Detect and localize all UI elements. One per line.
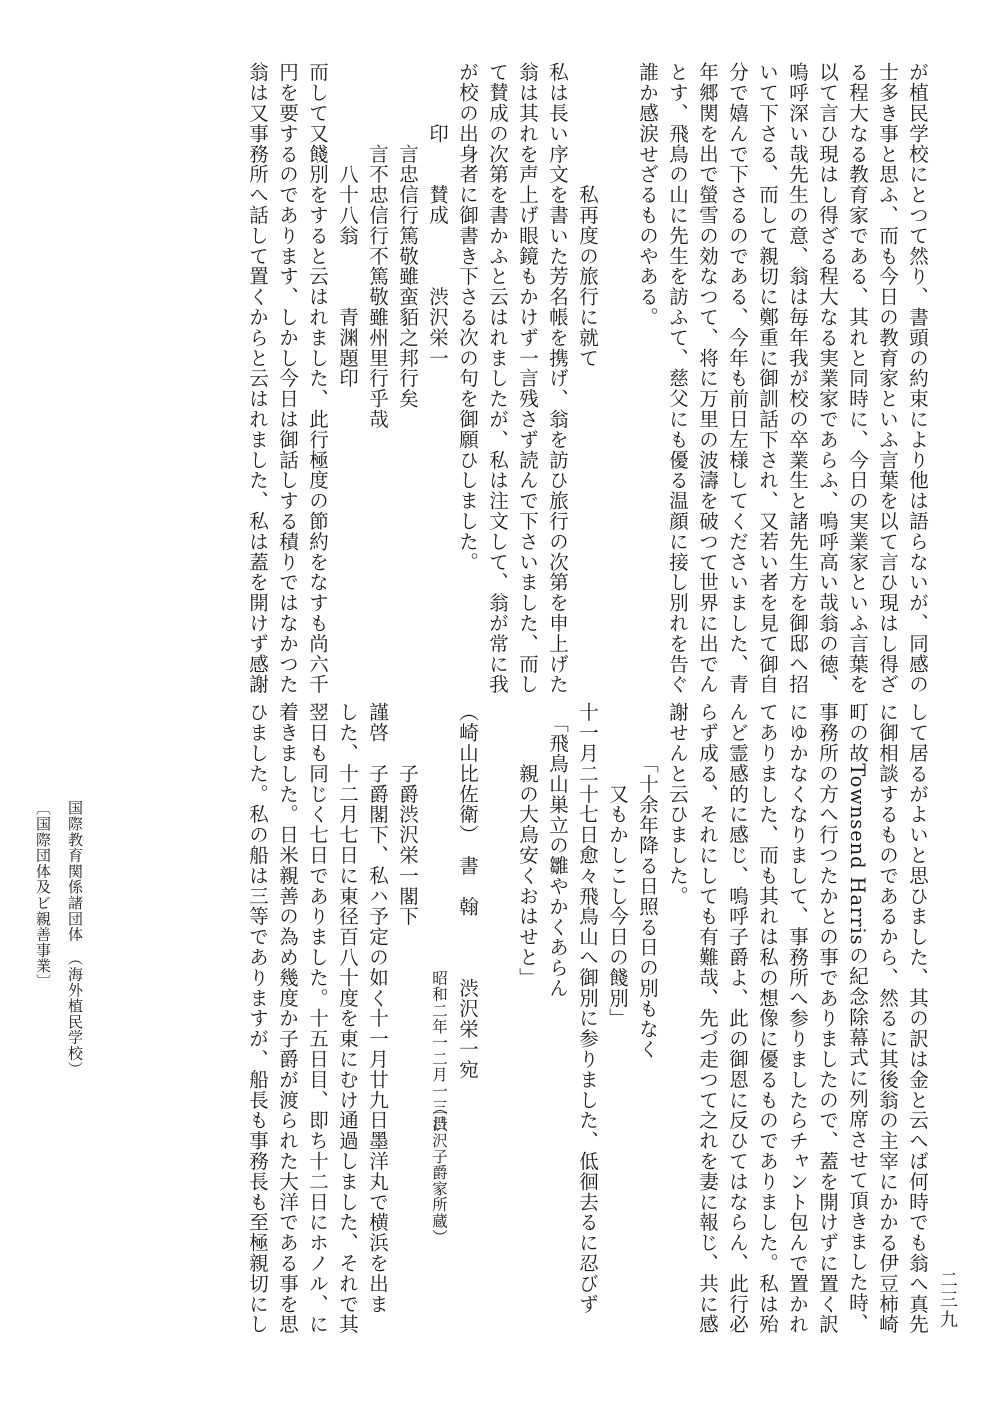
upper-column: とす、飛鳥の山に先生を訪ふて、慈父にも優る温顔に接し別れを告ぐ <box>666 62 689 695</box>
lower-column: ひました。私の船は三等でありますが、船長も事務長も至極親切にし <box>246 702 269 1335</box>
upper-column: 翁は其れを声上げ眼鏡もかけず一言残さず読んで下さいました、而し <box>516 62 539 695</box>
lower-column: して居るがよいと思ひました、其の訳は金と云へば何時でも翁へ真先 <box>906 702 929 1335</box>
lower-column: 翌日も同じく七日でありました。十五日目、即ち十二日にホノル、に <box>306 702 329 1335</box>
letter-addressee: 子爵渋沢栄一閣下 <box>396 702 419 927</box>
sidebar-category: 〔国際団体及ビ親善事業〕 <box>34 800 52 990</box>
upper-column: 以て言ひ現はし得ざる程大なる実業家であらふ、嗚呼高い哉翁の徳、 <box>816 62 839 695</box>
section-heading: 私再度の旅行に就て <box>576 62 599 368</box>
upper-column: 士多き事と思ふ、而も今日の教育家といふ言葉を以て言ひ現はし得ざ <box>876 62 899 695</box>
lower-column: に御相談するものであるから、然るに其後翁の主宰にかかる伊豆柿崎 <box>876 702 899 1335</box>
sidebar-section: 国際教育関係諸団体 （海外植民学校） <box>66 800 84 1077</box>
lower-column: らず成る、それにしても有難哉、先づ走つて之れを妻に報じ、共に感 <box>696 702 719 1335</box>
lower-column: した、十二月七日に東径百八十度を東にむけ通過しました、それで其 <box>336 702 359 1335</box>
lower-column: 事務所の方へ行つたかとの事でありましたので、蓋を開けずに置く訳 <box>816 702 839 1335</box>
lower-column <box>843 702 872 1333</box>
letter-heading: （崎山比佐衛） 書 翰 渋沢栄一宛 <box>456 702 479 1080</box>
page-number: 二三九 <box>937 1270 958 1330</box>
lower-column-rest: の紀念除幕式に列席させて頂きました時、 <box>846 945 869 1334</box>
upper-column: いて下さる、而して親切に鄭重に御訓話下され、又若い者を見て御自 <box>756 62 779 695</box>
upper-column: 翁は又事務所へ話して置くからと云はれました、私は蓋を開けず感謝 <box>246 62 269 695</box>
lower-column: んど霊感的に感じ、嗚呼子爵よ、此の御恩に反ひてはならん、此行必 <box>726 702 749 1335</box>
lower-column: てありました、而も其れは私の想像に優るものでありました。私は殆 <box>756 702 779 1335</box>
letter-date: 昭和二年一二月一三日 <box>430 970 448 1131</box>
poem-line: 「十余年降る日照る日の別もなく <box>636 702 659 1060</box>
letter-source: （渋沢子爵家所蔵） <box>430 1100 448 1245</box>
lower-column-lead: 町の故 <box>846 702 869 764</box>
upper-column: が校の出身者に御書き下さる次の句を御願ひしました。 <box>456 62 479 572</box>
upper-column: 年郷関を出で螢雪の効なつて、将に万里の波濤を破つて世界に出でん <box>696 62 719 695</box>
poem-line: 親の大鳥安くおはせと」 <box>516 702 539 988</box>
upper-column: る程大なる教育家である、其れと同時に、今日の実業家といふ言葉を <box>846 62 869 695</box>
upper-column: 而して又餞別をすると云はれました、此行極度の節約をなすも尚六千 <box>306 62 329 695</box>
lower-column: 謝せんと云ひました。 <box>666 702 689 906</box>
upper-column: 分で嬉んで下さるのである、今年も前日左様してくださいました、青 <box>726 62 749 695</box>
quoted-maxim: 言不忠信行不篤敬雖州里行乎哉 <box>366 62 389 430</box>
author-line: 八十八翁 青渊題印 <box>336 62 359 389</box>
lower-column: 十一月二十七日愈々飛鳥山へ御別に参りました、低徊去るに忍びず <box>576 702 599 1314</box>
upper-column: 嗚呼深い哉先生の意、翁は毎年我が校の卒業生と諸先生方を御邸へ招 <box>786 62 809 695</box>
upper-column: 円を要するのであります、しかし今日は御話しする積りではなかつた <box>276 62 299 695</box>
lower-column: にゆかなくなりまして、事務所へ参りましたらチャント包んで置かれ <box>786 702 809 1335</box>
upper-column: て賛成の次第を書かふと云はれましたが、私は注文して、翁が常に我 <box>486 62 509 695</box>
poem-line: 「飛鳥山巣立の雛やかくあらん <box>546 702 569 999</box>
lower-column: 着きました。日米親善の為め幾度か子爵が渡られた大洋である事を思 <box>276 702 299 1335</box>
townsend-harris-name: Townsend Harris <box>846 763 869 946</box>
upper-column: が植民学校にとつて然り、書頭の約束により他は語らないが、同感の <box>906 62 929 695</box>
lower-column: 謹啓 子爵閣下、私ハ予定の如く十一月廿九日墨洋丸で横浜を出ま <box>366 702 389 1314</box>
upper-column: 私は長い序文を書いた芳名帳を携げ、翁を訪ひ旅行の次第を申上げた <box>546 62 569 695</box>
quoted-maxim: 言忠信行篤敬雖蛮貊之邦行矣 <box>396 62 419 409</box>
poem-line: 又もかしこし今日の餞別」 <box>606 702 629 1029</box>
upper-column: 誰か感涙せざるものやある。 <box>636 62 659 328</box>
signature-line: 印 賛成 渋沢栄一 <box>426 62 449 368</box>
